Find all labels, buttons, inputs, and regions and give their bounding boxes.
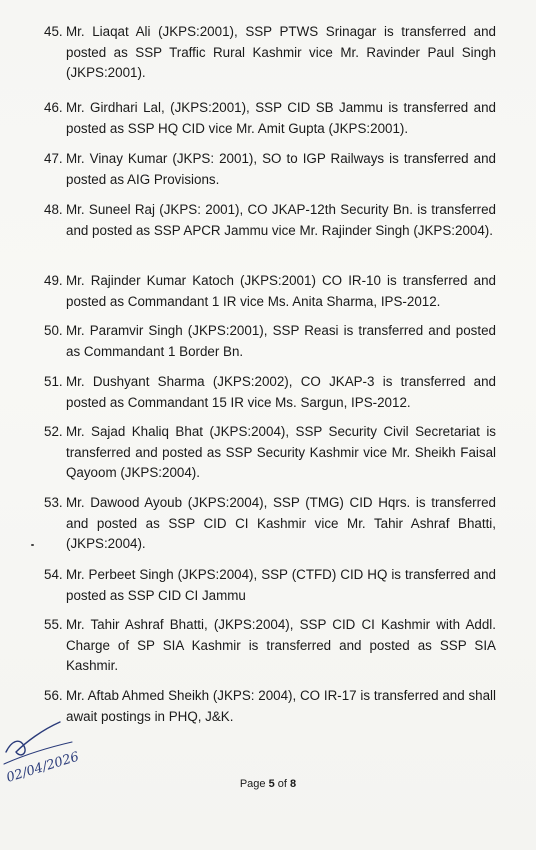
item-number: 52. <box>44 424 63 439</box>
list-item <box>44 493 496 555</box>
item-text: Mr. Paramvir Singh (JKPS:2001), SSP Reasi is transferred and posted as Commandant 1 Border Bn. <box>66 323 496 359</box>
item-text: Mr. Dawood Ayoub (JKPS:2004), SSP (TMG) CID Hqrs. is transferred and posted as SSP CID CI Kashmir vice Mr. Tahir Ashraf Bhatti, (JKPS:2004). <box>66 495 496 551</box>
footer-middle: of <box>274 778 291 790</box>
item-number: 53. <box>44 495 63 510</box>
item-number: 48. <box>44 202 63 217</box>
item-text: Mr. Liaqat Ali (JKPS:2001), SSP PTWS Srinagar is transferred and posted as SSP Traffic Rural Kashmir vice Mr. Ravinder Paul Singh (JKPS:2001). <box>66 24 496 80</box>
list-item <box>44 22 496 84</box>
list-item <box>44 271 496 312</box>
item-number: 56. <box>44 688 63 703</box>
item-text: Mr. Sajad Khaliq Bhat (JKPS:2004), SSP Security Civil Secretariat is transferred and posted as SSP Security Kashmir vice Mr. Sheikh Faisal Qayoom (JKPS:2004). <box>66 424 496 480</box>
item-text: Mr. Vinay Kumar (JKPS: 2001), SO to IGP Railways is transferred and posted as AIG Provisions. <box>66 151 496 187</box>
item-number: 46. <box>44 100 63 115</box>
signature-date: 02/04/2026 <box>4 749 81 786</box>
list-item <box>44 98 496 139</box>
item-text: Mr. Suneel Raj (JKPS: 2001), CO JKAP-12th Security Bn. is transferred and posted as SSP APCR Jammu vice Mr. Rajinder Singh (JKPS:2004). <box>66 202 496 238</box>
list-item <box>44 615 496 677</box>
footer-current-page: 5 <box>268 778 275 790</box>
item-number: 50. <box>44 323 63 338</box>
item-text: Mr. Dushyant Sharma (JKPS:2002), CO JKAP-3 is transferred and posted as Commandant 15 IR vice Ms. Sargun, IPS-2012. <box>66 374 496 410</box>
page-footer <box>0 778 536 790</box>
item-text: Mr. Perbeet Singh (JKPS:2004), SSP (CTFD) CID HQ is transferred and posted as SSP CID CI Jammu <box>66 567 496 603</box>
item-text: Mr. Girdhari Lal, (JKPS:2001), SSP CID SB Jammu is transferred and posted as SSP HQ CID vice Mr. Amit Gupta (JKPS:2001). <box>66 100 496 136</box>
item-text: Mr. Rajinder Kumar Katoch (JKPS:2001) CO IR-10 is transferred and posted as Commandant 1 IR vice Ms. Anita Sharma, IPS-2012. <box>66 273 496 309</box>
list-item <box>44 565 496 606</box>
item-number: 54. <box>44 567 63 582</box>
item-text: Mr. Tahir Ashraf Bhatti, (JKPS:2004), SSP CID CI Kashmir with Addl. Charge of SP SIA Kashmir is transferred and posted as SSP SIA Kashmir. <box>66 617 496 673</box>
item-number: 55. <box>44 617 63 632</box>
footer-total-pages: 8 <box>290 778 297 790</box>
item-number: 47. <box>44 151 63 166</box>
ink-speck <box>31 544 34 546</box>
footer-prefix: Page <box>239 778 269 790</box>
list-item <box>44 200 496 241</box>
item-number: 49. <box>44 273 63 288</box>
item-number: 51. <box>44 374 63 389</box>
list-item <box>44 372 496 413</box>
list-item <box>44 149 496 190</box>
item-text: Mr. Aftab Ahmed Sheikh (JKPS: 2004), CO IR-17 is transferred and shall await postings in PHQ, J&K. <box>66 688 496 724</box>
list-item <box>44 321 496 362</box>
list-item <box>44 422 496 484</box>
item-number: 45. <box>44 24 63 39</box>
